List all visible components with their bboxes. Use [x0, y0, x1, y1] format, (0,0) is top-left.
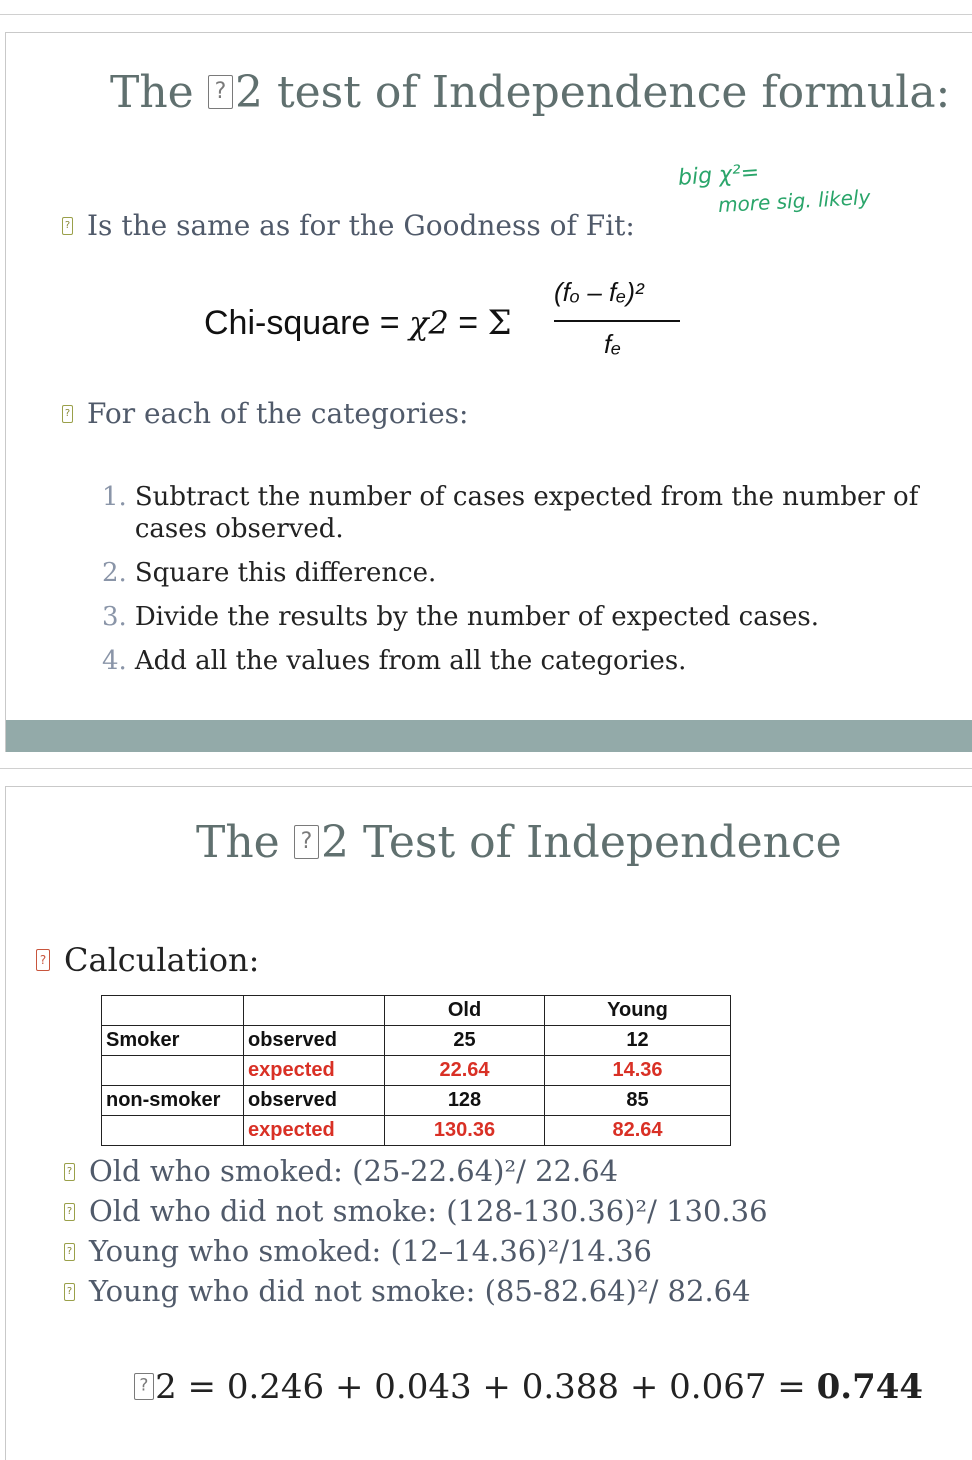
- step-number: 1.: [102, 482, 127, 512]
- table-header-row: [102, 996, 731, 1026]
- formula-equals: =: [458, 304, 479, 342]
- formula-chi: 𝜒2: [409, 304, 449, 342]
- step-number: 2.: [102, 558, 127, 588]
- slide-formula: [5, 32, 972, 752]
- table-cell: 130.36: [385, 1116, 545, 1146]
- table-cell: [102, 996, 244, 1026]
- slide-calculation: [5, 786, 972, 1460]
- bullet-icon: [62, 405, 73, 423]
- slide1-title: [110, 67, 950, 118]
- table-cell: 14.36: [545, 1056, 731, 1086]
- calc-text: Old who smoked: (25-22.64)²/ 22.64: [89, 1154, 619, 1188]
- calculation-text: Calculation:: [64, 941, 260, 979]
- step-text: Square this difference.: [134, 558, 437, 588]
- calc-line: [64, 1231, 768, 1271]
- calc-text: Young who smoked: (12–14.36)²/14.36: [89, 1234, 652, 1268]
- bullet-icon: [36, 949, 50, 971]
- formula-sigma: Σ: [487, 303, 512, 343]
- table-cell: 82.64: [545, 1116, 731, 1146]
- chi-square-formula: [204, 303, 512, 343]
- slide-divider: [0, 768, 972, 769]
- step-item: [102, 557, 932, 589]
- result-value: 0.744: [816, 1367, 924, 1407]
- slide1-footer-bar: [6, 720, 972, 752]
- table-header-old: Old: [385, 996, 545, 1026]
- table-row: [102, 1026, 731, 1056]
- missing-glyph-icon: [208, 75, 234, 109]
- calculation-label: [36, 941, 259, 979]
- calc-line: [64, 1271, 768, 1311]
- bullet-text: Is the same as for the Goodness of Fit:: [87, 209, 635, 242]
- title-rest: 2 Test of Independence: [320, 817, 842, 868]
- table-cell: expected: [244, 1116, 385, 1146]
- bullet-icon: [64, 1243, 75, 1261]
- step-item: [102, 645, 932, 677]
- table-cell: expected: [244, 1056, 385, 1086]
- calc-line: [64, 1151, 768, 1191]
- calc-text: Young who did not smoke: (85-82.64)²/ 82.64: [89, 1274, 751, 1308]
- result-expression: 2 = 0.246 + 0.043 + 0.388 + 0.067 =: [155, 1367, 817, 1407]
- missing-glyph-icon: [134, 1373, 154, 1400]
- bullet-icon: [64, 1283, 75, 1301]
- formula-label: Chi-square =: [204, 304, 400, 342]
- bullet-icon: [62, 217, 73, 235]
- calculation-steps: [64, 1151, 768, 1311]
- title-prefix: The: [110, 67, 208, 118]
- handwritten-note-line2: more sig. likely: [717, 185, 871, 217]
- top-divider: [0, 14, 972, 15]
- table-cell: observed: [244, 1086, 385, 1116]
- table-header-young: Young: [545, 996, 731, 1026]
- table-cell: non-smoker: [102, 1086, 244, 1116]
- table-row: [102, 1056, 731, 1086]
- table-row: [102, 1086, 731, 1116]
- step-number: 3.: [102, 602, 127, 632]
- step-text: Add all the values from all the categories.: [134, 646, 687, 676]
- table-cell: observed: [244, 1026, 385, 1056]
- step-item: [102, 481, 932, 545]
- chi-square-result: [134, 1367, 923, 1407]
- table-cell: [102, 1116, 244, 1146]
- table-cell: 22.64: [385, 1056, 545, 1086]
- formula-denominator: fₑ: [604, 329, 622, 359]
- title-rest: 2 test of Independence formula:: [234, 67, 951, 118]
- bullet-categories: [62, 397, 469, 430]
- step-item: [102, 601, 932, 633]
- title-prefix: The: [196, 817, 294, 868]
- slide2-title: [196, 817, 842, 868]
- step-text: Subtract the number of cases expected from the number of cases observed.: [134, 482, 919, 544]
- formula-numerator: (fₒ – fₑ)²: [554, 277, 644, 307]
- step-text: Divide the results by the number of expected cases.: [134, 602, 820, 632]
- step-number: 4.: [102, 646, 127, 676]
- fraction-bar: [554, 320, 680, 322]
- steps-list: [102, 481, 932, 689]
- table-cell: 128: [385, 1086, 545, 1116]
- observed-expected-table: [101, 995, 731, 1146]
- calc-text: Old who did not smoke: (128-130.36)²/ 130.36: [89, 1194, 768, 1228]
- table-cell: 12: [545, 1026, 731, 1056]
- bullet-icon: [64, 1203, 75, 1221]
- missing-glyph-icon: [294, 825, 320, 859]
- bullet-goodness-of-fit: [62, 209, 635, 242]
- table-cell: 25: [385, 1026, 545, 1056]
- table-row: [102, 1116, 731, 1146]
- handwritten-note-line1: big χ²=: [677, 160, 761, 191]
- bullet-icon: [64, 1163, 75, 1181]
- table-cell: [244, 996, 385, 1026]
- table-cell: 85: [545, 1086, 731, 1116]
- calc-line: [64, 1191, 768, 1231]
- table-cell: Smoker: [102, 1026, 244, 1056]
- bullet-text: For each of the categories:: [87, 397, 469, 430]
- table-cell: [102, 1056, 244, 1086]
